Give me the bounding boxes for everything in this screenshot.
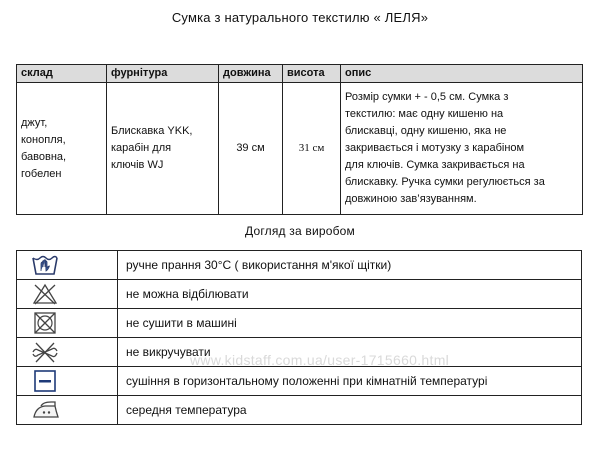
do-not-bleach-icon bbox=[17, 282, 117, 306]
do-not-wring-icon bbox=[17, 340, 117, 364]
dry-flat-icon bbox=[17, 369, 117, 393]
care-row bbox=[17, 280, 582, 309]
care-text-do-not-wring: не викручувати bbox=[118, 338, 582, 367]
care-table bbox=[16, 250, 582, 425]
cell-length: 39 см bbox=[219, 83, 283, 215]
iron-medium-icon bbox=[17, 398, 117, 422]
care-text-iron-medium: середня температура bbox=[118, 396, 582, 425]
care-row bbox=[17, 396, 582, 425]
spec-table bbox=[16, 64, 583, 215]
document-title: Сумка з натурального текстилю « ЛЕЛЯ» bbox=[171, 10, 429, 25]
care-title: Догляд за виробом bbox=[244, 224, 356, 238]
cell-hardware: Блискавка YKK, карабін для ключів WJ bbox=[107, 83, 219, 215]
hand-wash-icon bbox=[17, 253, 117, 277]
header-hardware: фурнітура bbox=[107, 65, 219, 83]
spec-header-row bbox=[17, 65, 583, 83]
cell-height: 31 см bbox=[283, 83, 341, 215]
care-text-dry-flat: сушіння в горизонтальному положенні при кімнатній температурі bbox=[118, 367, 582, 396]
care-row bbox=[17, 251, 582, 280]
care-row bbox=[17, 367, 582, 396]
do-not-tumble-dry-icon bbox=[17, 311, 117, 335]
watermark: www.kidstaff.com.ua/user-1715660.html bbox=[190, 352, 450, 368]
care-text-do-not-tumble-dry: не сушити в машині bbox=[118, 309, 582, 338]
care-row bbox=[17, 309, 582, 338]
care-text-hand-wash: ручне прання 30°C ( використання м'якої щітки) bbox=[118, 251, 582, 280]
care-row bbox=[17, 338, 582, 367]
header-length: довжина bbox=[219, 65, 283, 83]
header-composition: склад bbox=[17, 65, 107, 83]
care-text-do-not-bleach: не можна відбілювати bbox=[118, 280, 582, 309]
header-height: висота bbox=[283, 65, 341, 83]
spec-data-row bbox=[17, 83, 583, 215]
cell-composition: джут, конопля, бавовна, гобелен bbox=[17, 83, 107, 215]
header-description: опис bbox=[341, 65, 583, 83]
cell-description: Розмір сумки + - 0,5 см. Сумка з текстилю: має одну кишеню на блискавці, одну кишеню, яка не закривається і мотузку з карабіном для ключів. Сумка закривається на блискавку. Ручка сумки регулюється за довжиною зав’язуванням. bbox=[341, 83, 583, 215]
